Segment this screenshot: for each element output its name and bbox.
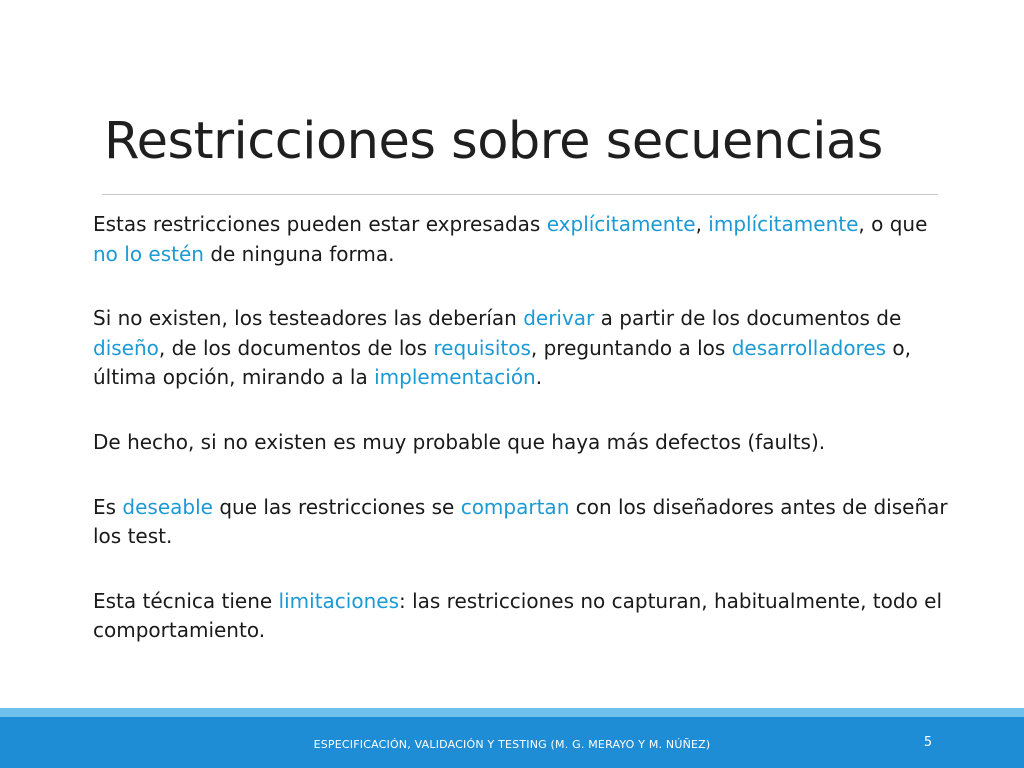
paragraph-text: Estas restricciones pueden estar expresadas (93, 212, 547, 236)
highlighted-term: deseable (122, 494, 213, 519)
paragraph-text: , de los documentos de los (158, 335, 434, 360)
paragraph-text: Esta técnica tiene (93, 588, 279, 613)
paragraph-text: . (535, 365, 543, 390)
highlighted-term: requisitos (433, 335, 531, 360)
highlighted-term: compartan (460, 494, 570, 519)
highlighted-term: diseño (93, 335, 159, 360)
body-paragraph (93, 210, 953, 269)
paragraph-text: , (695, 212, 709, 236)
body-paragraph (93, 493, 953, 552)
highlighted-term: desarrolladores (731, 335, 887, 360)
highlighted-term: explícitamente (546, 212, 696, 236)
paragraph-text: , o que (858, 212, 928, 236)
paragraph-text: de ninguna forma. (203, 241, 395, 266)
highlighted-term: implementación (374, 365, 536, 390)
title-divider (102, 194, 938, 195)
slide-body (93, 210, 953, 646)
highlighted-term: derivar (523, 306, 595, 331)
paragraph-text: que las restricciones se (212, 494, 461, 519)
paragraph-text: : las restricciones no capturan, habitualmente, todo el comportamiento. (93, 588, 943, 643)
slide-title: Restricciones sobre secuencias (104, 112, 883, 171)
paragraph-text: a partir de los documentos de (594, 306, 902, 331)
body-paragraph (93, 587, 953, 646)
footer-text: ESPECIFICACIÓN, VALIDACIÓN Y TESTING (M. G. MERAYO Y M. NÚÑEZ) (313, 738, 711, 751)
highlighted-term: implícitamente (708, 212, 859, 236)
page-number: 5 (923, 735, 933, 750)
body-paragraph (93, 304, 953, 393)
footer-accent-bar (0, 708, 1024, 717)
highlighted-term: no lo estén (93, 241, 204, 266)
highlighted-term: limitaciones (278, 588, 399, 613)
paragraph-text: De hecho, si no existen es muy probable que haya más defectos (faults). (93, 429, 826, 454)
paragraph-text: Si no existen, los testeadores las deberían (93, 306, 524, 331)
paragraph-text: o, última opción, mirando a la (93, 335, 912, 390)
paragraph-text: , preguntando a los (530, 335, 732, 360)
paragraph-text: Es (93, 494, 123, 519)
body-paragraph (93, 428, 953, 458)
paragraph-text: con los diseñadores antes de diseñar los test. (93, 494, 948, 549)
